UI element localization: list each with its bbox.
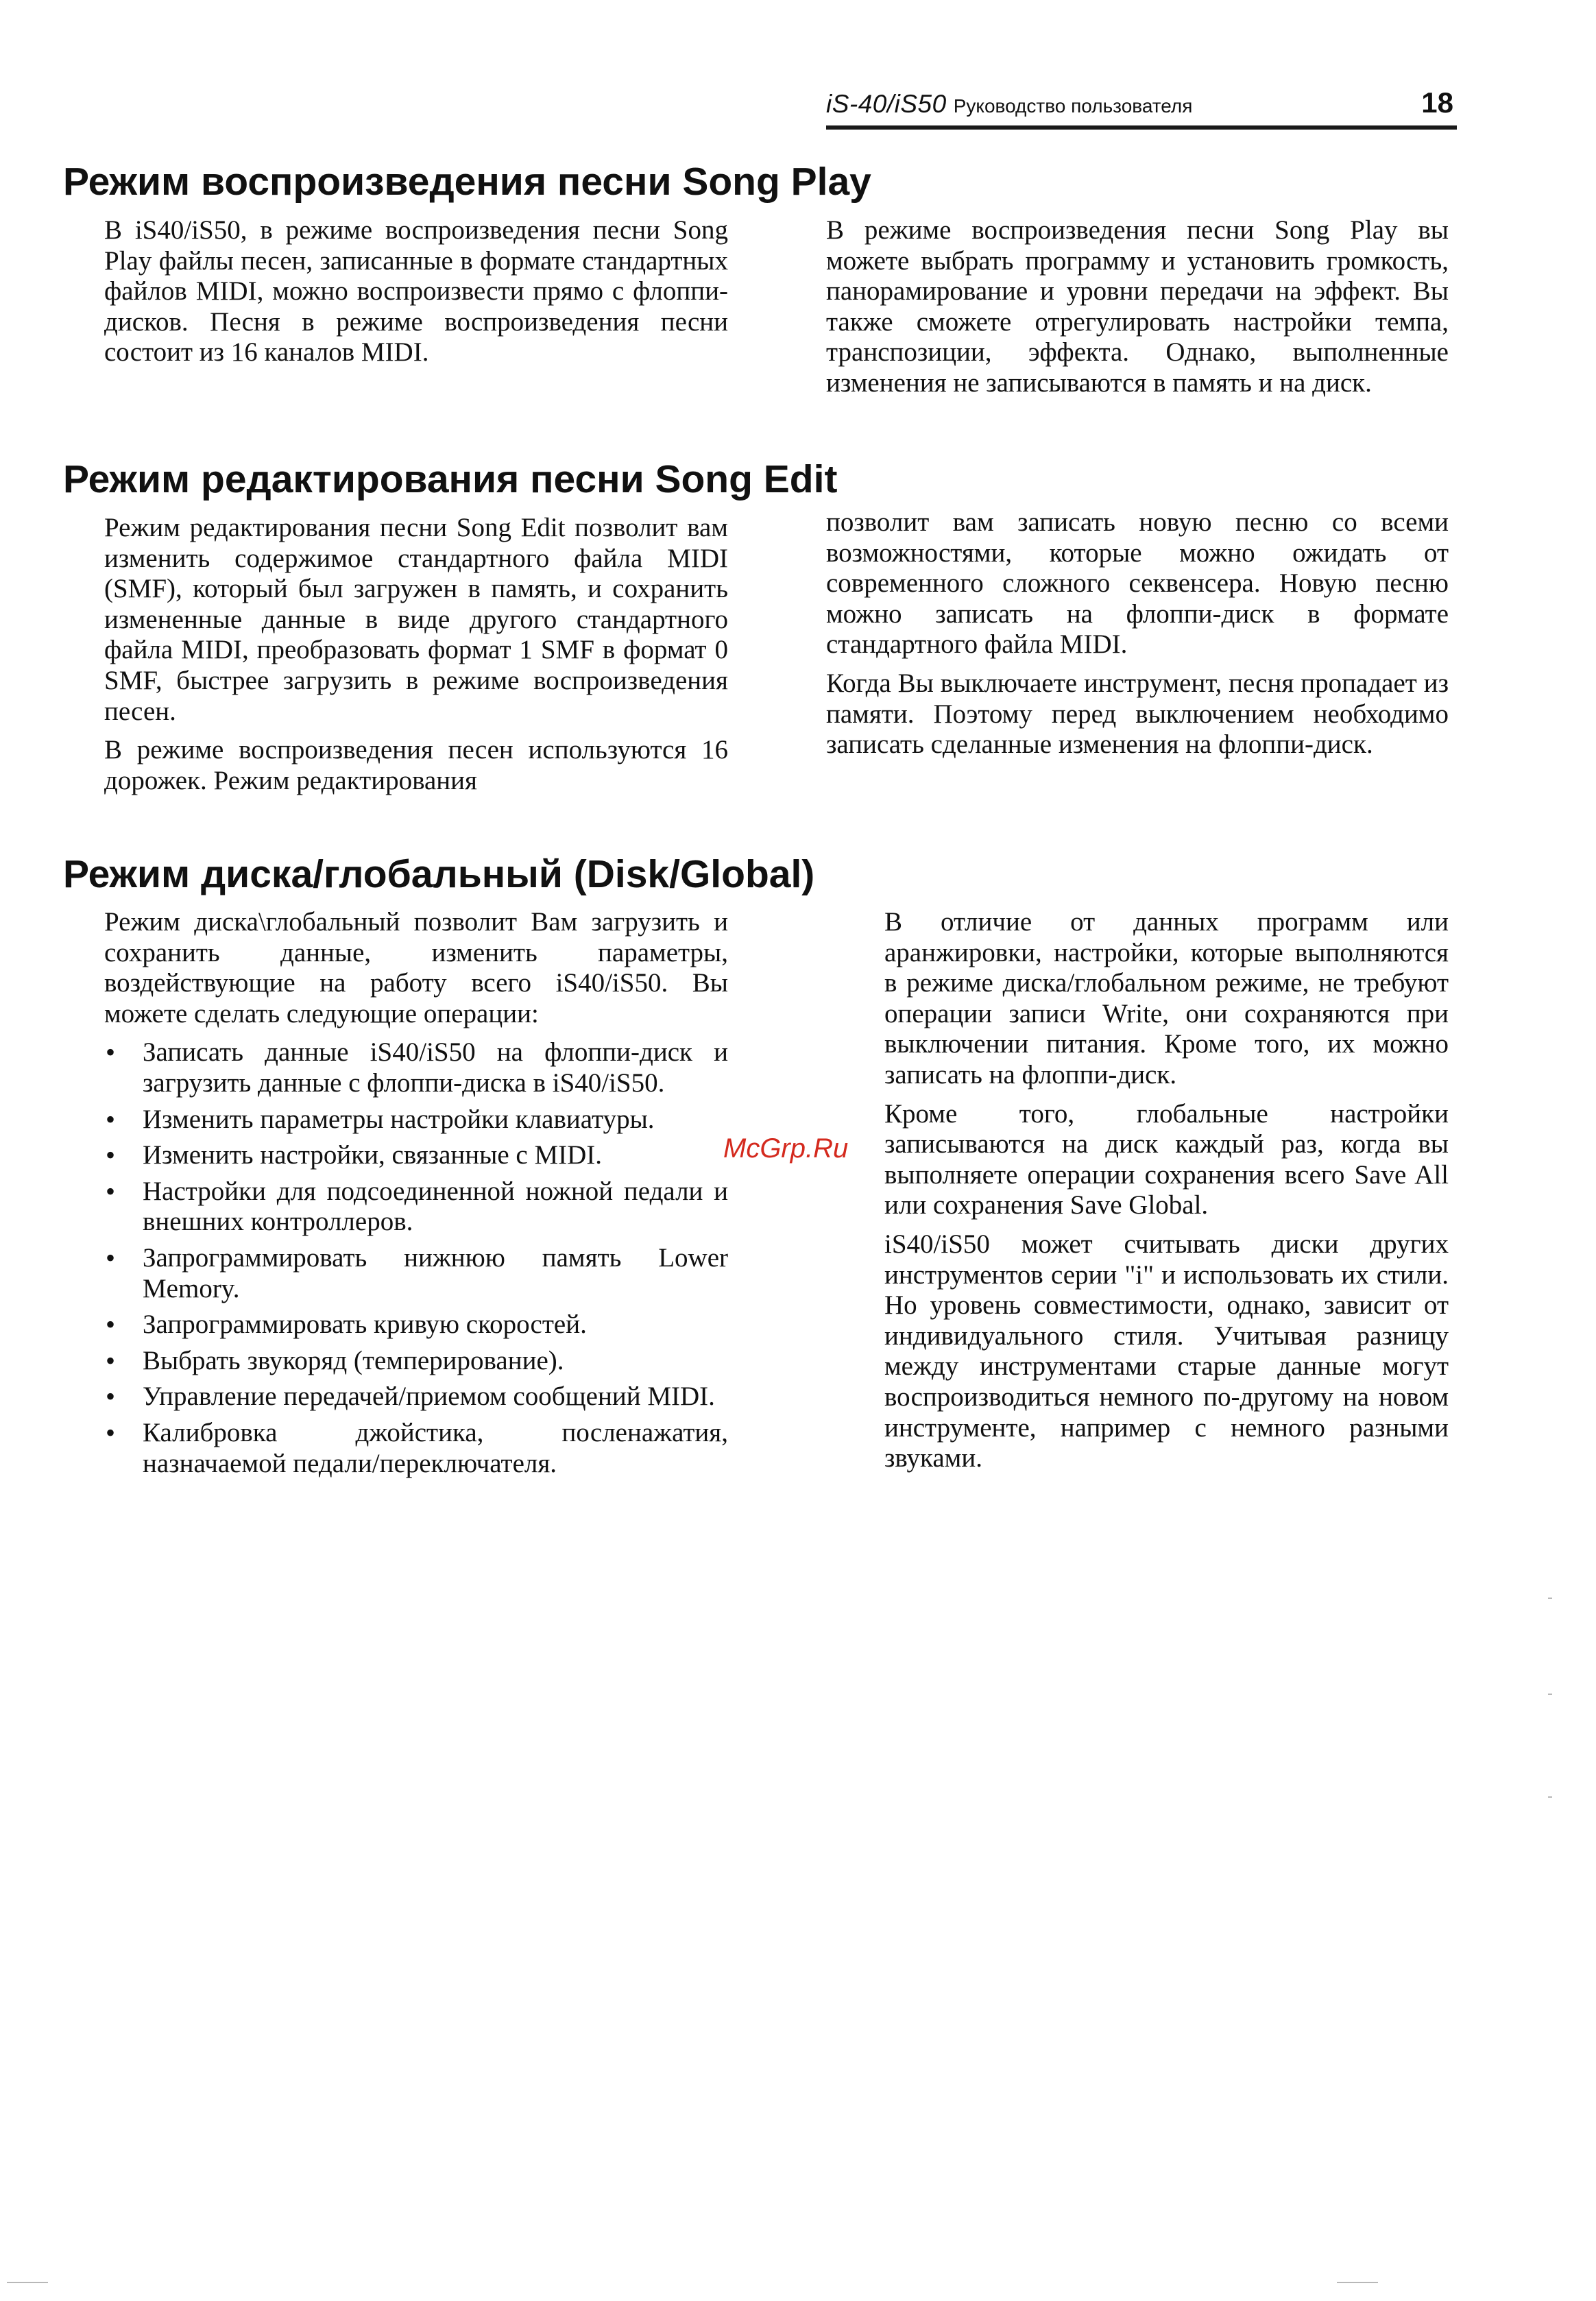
header-rule	[826, 125, 1457, 130]
song-play-right-column	[826, 215, 1449, 399]
song-play-left-column	[104, 215, 728, 368]
running-header	[826, 87, 1451, 121]
paragraph: Режим диска\глобальный позволит Вам загрузить и сохранить данные, изменить параметры, воздействующие на работу всего iS40/iS50. Вы можете сделать следующие операции:	[104, 907, 728, 1028]
scan-speck	[1337, 2282, 1378, 2283]
paragraph: iS40/iS50 может считывать диски других инструментов серии "i" и использовать их стили. Но уровень совместимости, однако, зависит от индивидуального стиля. Учитывая разницу между инструментами старые данные могут воспроизводиться немного по-другому на новом инструменте, например с немного разными звуками.	[884, 1229, 1449, 1473]
list-item: • Настройки для подсоединенной ножной педали и внешних контроллеров.	[104, 1177, 728, 1238]
paragraph: позволит вам записать новую песню со всеми возможностями, которые можно ожидать от современного сложного секвенсера. Новую песню можно записать на флоппи-диск в формате стандартного файла MIDI.	[826, 507, 1449, 660]
scan-speck	[1548, 1796, 1552, 1798]
song-edit-left-column	[104, 513, 728, 796]
header-guide-title: Руководство пользователя	[953, 95, 1193, 117]
list-item: • Калибровка джойстика, посленажатия, назначаемой педали/переключателя.	[104, 1418, 728, 1479]
section-title-song-play: Режим воспроизведения песни Song Play	[63, 160, 871, 204]
page-number: 18	[1421, 86, 1453, 119]
watermark-text: McGrp.Ru	[723, 1133, 849, 1164]
scan-speck	[1548, 1694, 1552, 1695]
list-item: • Запрограммировать кривую скоростей.	[104, 1310, 728, 1340]
list-item: • Запрограммировать нижнюю память Lower Memory.	[104, 1243, 728, 1304]
paragraph: В режиме воспроизведения песен используются 16 дорожек. Режим редактирования	[104, 735, 728, 795]
list-item: • Изменить параметры настройки клавиатуры.	[104, 1105, 728, 1135]
list-item: • Изменить настройки, связанные с MIDI.	[104, 1140, 728, 1171]
paragraph: Кроме того, глобальные настройки записываются на диск каждый раз, когда вы выполняете операции сохранения всего Save All или сохранения Save Global.	[884, 1098, 1449, 1220]
header-model: iS-40/iS50	[826, 90, 947, 118]
paragraph: Режим редактирования песни Song Edit позволит вам изменить содержимое стандартного файла MIDI (SMF), который был загружен в память, и сохранить измененные данные в виде другого стандартного файла MIDI, преобразовать формат 1 SMF в формат 0 SMF, быстрее загрузить в режиме воспроизведения песен.	[104, 513, 728, 726]
paragraph: В режиме воспроизведения песни Song Play вы можете выбрать программу и установить громкость, панорамирование и уровни передачи на эффект. Вы также сможете отрегулировать настройки темпа, транспозиции, эффекта. Однако, выполненные изменения не записываются в память и на диск.	[826, 215, 1449, 398]
operations-list	[104, 1037, 728, 1479]
section-title-disk-global: Режим диска/глобальный (Disk/Global)	[63, 852, 815, 896]
section-title-song-edit: Режим редактирования песни Song Edit	[63, 457, 838, 501]
list-item: • Управление передачей/приемом сообщений MIDI.	[104, 1382, 728, 1412]
paragraph: Когда Вы выключаете инструмент, песня пропадает из памяти. Поэтому перед выключением необходимо записать сделанные изменения на флоппи-диск.	[826, 668, 1449, 760]
list-item: • Записать данные iS40/iS50 на флоппи-диск и загрузить данные с флоппи-диска в iS40/iS50.	[104, 1037, 728, 1098]
list-item: • Выбрать звукоряд (темперирование).	[104, 1346, 728, 1377]
disk-global-right-column	[884, 907, 1449, 1474]
paragraph: В iS40/iS50, в режиме воспроизведения песни Song Play файлы песен, записанные в формате стандартных файлов MIDI, можно воспроизвести прямо с флоппи-дисков. Песня в режиме воспроизведения песни состоит из 16 каналов MIDI.	[104, 215, 728, 368]
paragraph: В отличие от данных программ или аранжировки, настройки, которые выполняются в режиме диска/глобальном режиме, не требуют операции записи Write, они сохраняются при выключении питания. Кроме того, их можно записать на флоппи-диск.	[884, 907, 1449, 1089]
scan-speck	[1548, 1598, 1552, 1599]
disk-global-left-column	[104, 907, 728, 1484]
song-edit-right-column	[826, 507, 1449, 760]
scan-speck	[7, 2282, 48, 2283]
